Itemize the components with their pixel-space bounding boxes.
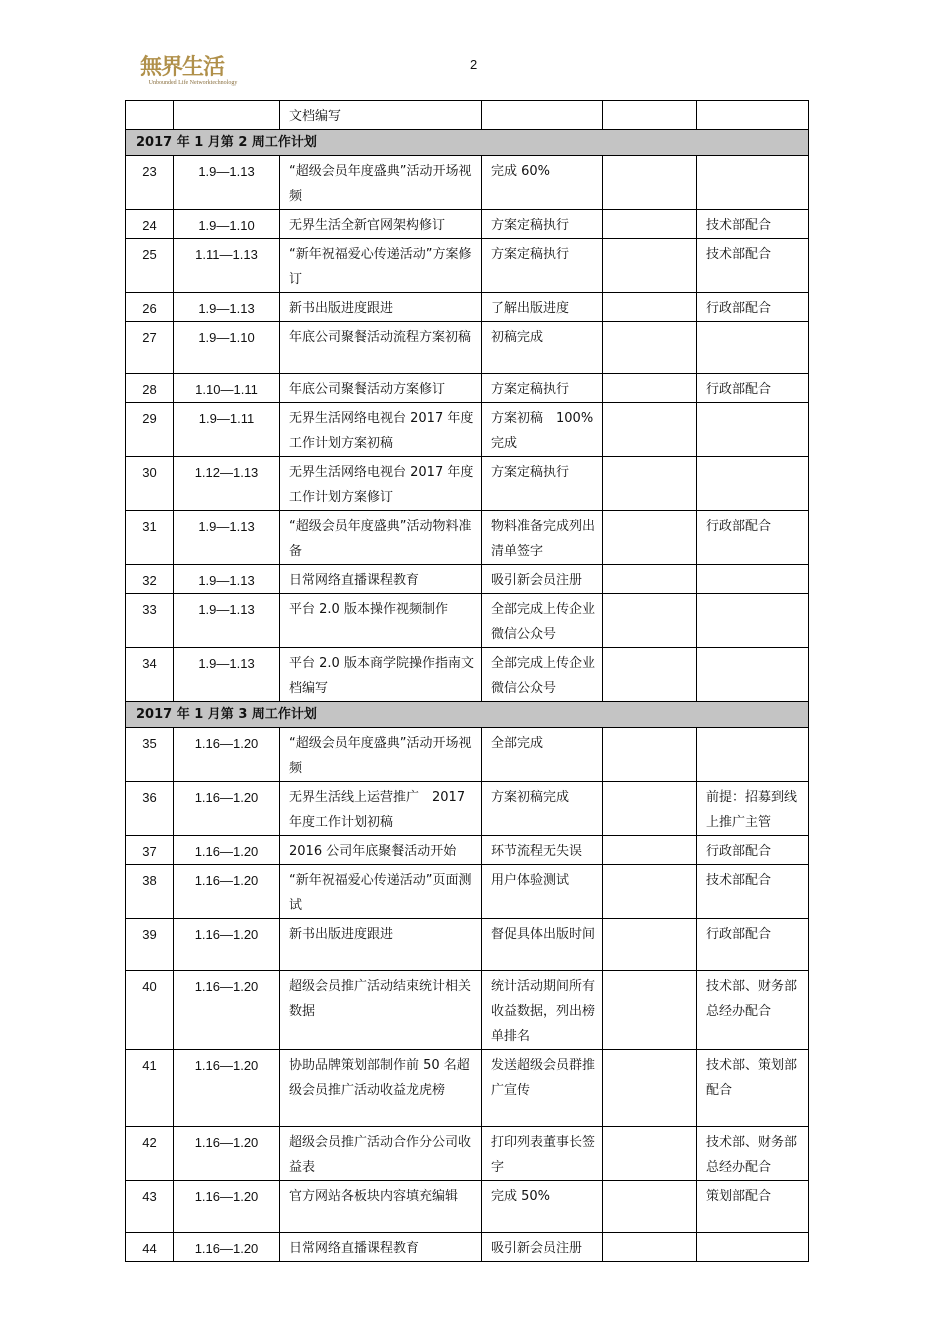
table-cell: 全部完成上传企业微信公众号 bbox=[482, 594, 603, 648]
section-title: 2017 年 1 月第 3 周工作计划 bbox=[126, 702, 809, 728]
table-cell: 行政部配合 bbox=[697, 836, 809, 865]
table-cell bbox=[697, 565, 809, 594]
table-cell bbox=[126, 101, 174, 130]
table-cell: 42 bbox=[126, 1127, 174, 1181]
table-cell: 技术部配合 bbox=[697, 865, 809, 919]
table-cell bbox=[603, 865, 697, 919]
table-cell bbox=[603, 293, 697, 322]
table-cell: 1.16—1.20 bbox=[174, 836, 280, 865]
table-cell bbox=[603, 239, 697, 293]
table-cell: 24 bbox=[126, 210, 174, 239]
table-cell: 2016 公司年底聚餐活动开始 bbox=[280, 836, 482, 865]
table-cell bbox=[482, 101, 603, 130]
table-cell bbox=[697, 648, 809, 702]
table-row bbox=[126, 293, 809, 322]
table-cell: 打印列表董事长签字 bbox=[482, 1127, 603, 1181]
table-cell: 无界生活网络电视台 2017 年度工作计划方案修订 bbox=[280, 457, 482, 511]
table-cell: 1.9—1.13 bbox=[174, 511, 280, 565]
table-cell bbox=[603, 728, 697, 782]
table-row bbox=[126, 374, 809, 403]
table-cell bbox=[697, 457, 809, 511]
table-cell: 29 bbox=[126, 403, 174, 457]
table-cell: 43 bbox=[126, 1181, 174, 1233]
table-cell bbox=[603, 919, 697, 971]
table-cell: 1.11—1.13 bbox=[174, 239, 280, 293]
table-cell: 1.12—1.13 bbox=[174, 457, 280, 511]
table-row bbox=[126, 648, 809, 702]
table-row bbox=[126, 1127, 809, 1181]
table-row bbox=[126, 511, 809, 565]
table-cell: 30 bbox=[126, 457, 174, 511]
table-cell: 技术部、财务部总经办配合 bbox=[697, 1127, 809, 1181]
table-cell: 26 bbox=[126, 293, 174, 322]
table-row bbox=[126, 1181, 809, 1233]
table-row bbox=[126, 210, 809, 239]
table-cell bbox=[603, 594, 697, 648]
table-cell: 策划部配合 bbox=[697, 1181, 809, 1233]
table-cell: 行政部配合 bbox=[697, 919, 809, 971]
table-row bbox=[126, 1233, 809, 1262]
table-cell: 协助品牌策划部制作前 50 名超级会员推广活动收益龙虎榜 bbox=[280, 1050, 482, 1127]
page-number: 2 bbox=[470, 57, 478, 72]
table-cell bbox=[697, 403, 809, 457]
table-cell: 1.9—1.11 bbox=[174, 403, 280, 457]
table-cell bbox=[603, 1233, 697, 1262]
table-cell: 33 bbox=[126, 594, 174, 648]
table-cell: 25 bbox=[126, 239, 174, 293]
table-row bbox=[126, 101, 809, 130]
logo-subtext: Unbounded Life Networktechnology bbox=[148, 80, 238, 86]
table-cell: 1.9—1.13 bbox=[174, 565, 280, 594]
table-cell bbox=[603, 457, 697, 511]
table-cell: 1.9—1.10 bbox=[174, 210, 280, 239]
table-cell: 1.10—1.11 bbox=[174, 374, 280, 403]
table-cell: “超级会员年度盛典”活动物料准备 bbox=[280, 511, 482, 565]
table-row bbox=[126, 594, 809, 648]
table-cell: “新年祝福爱心传递活动”页面测试 bbox=[280, 865, 482, 919]
table-cell: 行政部配合 bbox=[697, 374, 809, 403]
work-plan-table bbox=[125, 100, 809, 1262]
table-cell: 初稿完成 bbox=[482, 322, 603, 374]
table-row bbox=[126, 322, 809, 374]
table-cell: 41 bbox=[126, 1050, 174, 1127]
table-cell: 1.16—1.20 bbox=[174, 782, 280, 836]
table-cell: 督促具体出版时间 bbox=[482, 919, 603, 971]
table-cell: 1.9—1.13 bbox=[174, 594, 280, 648]
table-cell: “超级会员年度盛典”活动开场视频 bbox=[280, 156, 482, 210]
table-row bbox=[126, 457, 809, 511]
table-cell bbox=[697, 101, 809, 130]
table-row bbox=[126, 836, 809, 865]
table-cell: 方案定稿执行 bbox=[482, 374, 603, 403]
table-cell: 技术部配合 bbox=[697, 239, 809, 293]
table-cell bbox=[603, 403, 697, 457]
table-cell bbox=[697, 1233, 809, 1262]
section-header-row bbox=[126, 702, 809, 728]
table-cell: 方案定稿执行 bbox=[482, 210, 603, 239]
table-cell bbox=[603, 648, 697, 702]
table-cell: 1.16—1.20 bbox=[174, 1127, 280, 1181]
table-cell: 35 bbox=[126, 728, 174, 782]
table-cell: 无界生活线上运营推广 2017年度工作计划初稿 bbox=[280, 782, 482, 836]
table-cell bbox=[603, 1050, 697, 1127]
table-cell: 无界生活全新官网架构修订 bbox=[280, 210, 482, 239]
table-cell: 行政部配合 bbox=[697, 511, 809, 565]
table-cell: 行政部配合 bbox=[697, 293, 809, 322]
table-cell bbox=[697, 594, 809, 648]
table-cell bbox=[603, 156, 697, 210]
table-cell: “新年祝福爱心传递活动”方案修订 bbox=[280, 239, 482, 293]
table-cell: 新书出版进度跟进 bbox=[280, 293, 482, 322]
table-cell: 物料准备完成列出清单签字 bbox=[482, 511, 603, 565]
table-cell: 日常网络直播课程教育 bbox=[280, 565, 482, 594]
table-cell bbox=[603, 322, 697, 374]
table-cell: 前提：招募到线上推广主管 bbox=[697, 782, 809, 836]
table-cell: 1.16—1.20 bbox=[174, 1050, 280, 1127]
table-cell: 平台 2.0 版本操作视频制作 bbox=[280, 594, 482, 648]
table-cell: 40 bbox=[126, 971, 174, 1050]
table-cell: 超级会员推广活动合作分公司收益表 bbox=[280, 1127, 482, 1181]
table-cell bbox=[697, 156, 809, 210]
table-cell: 1.9—1.13 bbox=[174, 293, 280, 322]
section-title: 2017 年 1 月第 2 周工作计划 bbox=[126, 130, 809, 156]
table-cell: 吸引新会员注册 bbox=[482, 565, 603, 594]
table-cell bbox=[603, 210, 697, 239]
table-cell bbox=[697, 322, 809, 374]
table-row bbox=[126, 971, 809, 1050]
table-cell: 全部完成 bbox=[482, 728, 603, 782]
table-cell: 方案初稿 100%完成 bbox=[482, 403, 603, 457]
table-cell: 文档编写 bbox=[280, 101, 482, 130]
table-cell: 1.16—1.20 bbox=[174, 919, 280, 971]
table-cell: 超级会员推广活动结束统计相关数据 bbox=[280, 971, 482, 1050]
table-cell: 技术部、财务部总经办配合 bbox=[697, 971, 809, 1050]
table-cell: 吸引新会员注册 bbox=[482, 1233, 603, 1262]
company-logo bbox=[140, 50, 240, 100]
table-cell: 完成 60% bbox=[482, 156, 603, 210]
table-cell: 方案初稿完成 bbox=[482, 782, 603, 836]
table-cell bbox=[603, 971, 697, 1050]
table-cell: 1.16—1.20 bbox=[174, 728, 280, 782]
table-cell: 平台 2.0 版本商学院操作指南文档编写 bbox=[280, 648, 482, 702]
table-cell bbox=[603, 1181, 697, 1233]
table-cell bbox=[603, 782, 697, 836]
table-cell: 日常网络直播课程教育 bbox=[280, 1233, 482, 1262]
table-cell: 无界生活网络电视台 2017 年度工作计划方案初稿 bbox=[280, 403, 482, 457]
table-row bbox=[126, 919, 809, 971]
table-row bbox=[126, 403, 809, 457]
table-cell: 方案定稿执行 bbox=[482, 239, 603, 293]
table-cell bbox=[697, 728, 809, 782]
table-cell: 44 bbox=[126, 1233, 174, 1262]
table-cell: 1.16—1.20 bbox=[174, 971, 280, 1050]
table-cell: 37 bbox=[126, 836, 174, 865]
table-cell: 31 bbox=[126, 511, 174, 565]
table-cell: 1.16—1.20 bbox=[174, 865, 280, 919]
table-row bbox=[126, 239, 809, 293]
table-cell: 方案定稿执行 bbox=[482, 457, 603, 511]
table-row bbox=[126, 865, 809, 919]
table-cell: 技术部配合 bbox=[697, 210, 809, 239]
table-cell: 34 bbox=[126, 648, 174, 702]
table-cell: 1.16—1.20 bbox=[174, 1181, 280, 1233]
table-cell: 全部完成上传企业微信公众号 bbox=[482, 648, 603, 702]
table-cell: 新书出版进度跟进 bbox=[280, 919, 482, 971]
logo-text: 無界生活 bbox=[140, 54, 225, 80]
table-cell: 发送超级会员群推广宣传 bbox=[482, 1050, 603, 1127]
table-cell: 39 bbox=[126, 919, 174, 971]
table-cell: 统计活动期间所有收益数据，列出榜单排名 bbox=[482, 971, 603, 1050]
table-cell bbox=[603, 1127, 697, 1181]
table-cell: 27 bbox=[126, 322, 174, 374]
table-row bbox=[126, 156, 809, 210]
table-cell: “超级会员年度盛典”活动开场视频 bbox=[280, 728, 482, 782]
table-cell: 年底公司聚餐活动方案修订 bbox=[280, 374, 482, 403]
table-cell: 用户体验测试 bbox=[482, 865, 603, 919]
table-cell: 1.9—1.13 bbox=[174, 156, 280, 210]
table-cell: 28 bbox=[126, 374, 174, 403]
table-cell: 环节流程无失误 bbox=[482, 836, 603, 865]
table-row bbox=[126, 782, 809, 836]
table-cell: 1.9—1.13 bbox=[174, 648, 280, 702]
table-row bbox=[126, 728, 809, 782]
table-cell: 38 bbox=[126, 865, 174, 919]
table-cell bbox=[603, 511, 697, 565]
table-cell bbox=[603, 374, 697, 403]
table-cell bbox=[603, 101, 697, 130]
table-cell: 技术部、策划部配合 bbox=[697, 1050, 809, 1127]
table-cell: 了解出版进度 bbox=[482, 293, 603, 322]
table-cell: 32 bbox=[126, 565, 174, 594]
table-cell: 官方网站各板块内容填充编辑 bbox=[280, 1181, 482, 1233]
table-row bbox=[126, 1050, 809, 1127]
table-cell: 1.9—1.10 bbox=[174, 322, 280, 374]
section-header-row bbox=[126, 130, 809, 156]
table-cell bbox=[174, 101, 280, 130]
table-cell: 23 bbox=[126, 156, 174, 210]
table-cell: 36 bbox=[126, 782, 174, 836]
table-cell bbox=[603, 565, 697, 594]
table-cell: 年底公司聚餐活动流程方案初稿 bbox=[280, 322, 482, 374]
table-cell: 1.16—1.20 bbox=[174, 1233, 280, 1262]
table-row bbox=[126, 565, 809, 594]
table-cell: 完成 50% bbox=[482, 1181, 603, 1233]
table-cell bbox=[603, 836, 697, 865]
